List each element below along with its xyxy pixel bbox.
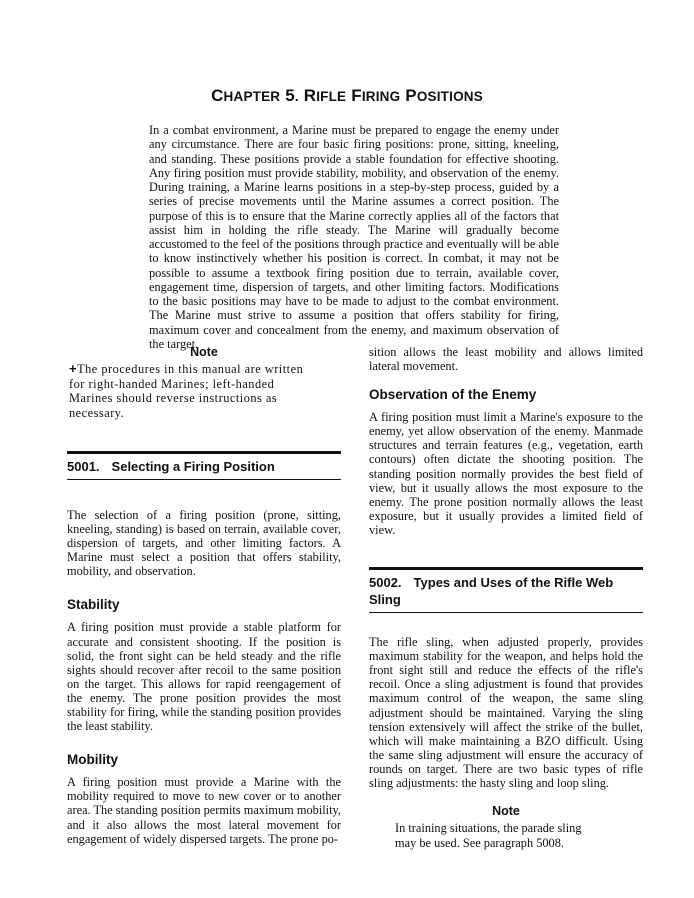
section-5001-heading — [67, 451, 341, 480]
section-5002-body: The rifle sling, when adjusted properly, provides maximum stability for the weapon, and helps hold the front sight still and reduce the effects of the rifle's recoil. Once a sling adjustment is found that provides maximum control of the weapon, the same sling adjustment should be maintained. Varying the sling tension extensively will affect the strike of the bullet, which will make maintaining a BZO difficult. Using the same sling adjustment will ensure the accuracy of rounds on target. There are two basic types of rifle sling adjustments: the hasty sling and loop sling. — [369, 635, 643, 790]
note-label: Note — [492, 804, 520, 819]
chapter-title: CHAPTER 5. RIFLE FIRING POSITIONS — [211, 86, 483, 105]
stability-heading: Stability — [67, 597, 120, 613]
stability-body: A firing position must provide a stable platform for accurate and consistent shooting. If the position is solid, the front sight can be held steady and the rifle sights should recover after recoil to the same position on the target. This allows for rapid reengagement of the enemy. The prone position provides the most stability for firing, while the standing position provides the least stability. — [67, 620, 341, 734]
right-column — [369, 345, 643, 850]
observation-heading: Observation of the Enemy — [369, 387, 537, 403]
section-5001-body: The selection of a firing position (prone, sitting, kneeling, standing) is based on terrain, available cover, dispersion of targets, and other limiting factors. A Marine must select a position that offers stability, mobility, and observation. — [67, 508, 341, 579]
section-number: 5002. — [369, 575, 402, 591]
left-column — [67, 345, 341, 846]
observation-body: A firing position must limit a Marine's exposure to the enemy, yet allow observation of the enemy. Manmade structures and terrain features (e.g., vegetation, earth contours) often dictate the shooting position. The standing position normally provides the best field of view, but it usually allows the most exposure to the enemy. The prone position normally allows the least exposure, but it usually provides a limited field of view. — [369, 410, 643, 537]
chapter-intro: In a combat environment, a Marine must be prepared to engage the enemy under any circumstance. There are four basic firing positions: prone, sitting, kneeling, and standing. These positions provide a stable foundation for effective shooting. Any firing position must provide stability, mobility, and observation of the enemy. During training, a Marine learns positions in a step-by-step process, guided by a series of precise movements until the Marine assumes a correct position. The purpose of this is to ensure that the Marine correctly applies all of the factors that assist him in holding the rifle steady. The Marine will gradually become accustomed to the feel of the positions through practice and eventually will be able to know instinctively whether his position is correct. In combat, it may not be possible to assume a textbook firing position due to terrain, available cover, engagement time, dispersion of targets, and other limiting factors. Modifications to the basic positions may have to be made to adjust to the combat environment. The Marine must strive to assume a position that offers stability for firing, maximum cover and concealment from the enemy, and maximum observation of the target. — [149, 123, 559, 351]
mobility-body: A firing position must provide a Marine with the mobility required to move to new cover or to another area. The standing position permits maximum mobility, and it also allows the most lateral movement for engagement of widely dispersed targets. The prone po- — [67, 775, 341, 846]
note-label: Note — [190, 345, 218, 359]
note-body: The procedures in this manual are written for right-handed Marines; left-handed Marines should reverse instructions as necessary. — [69, 362, 304, 420]
note-box — [67, 345, 341, 420]
mobility-body-continued: sition allows the least mobility and allows limited lateral movement. — [369, 345, 643, 374]
section-title: Selecting a Firing Position — [111, 459, 275, 474]
section-number: 5001. — [67, 459, 100, 474]
note-text — [67, 362, 319, 420]
mobility-heading: Mobility — [67, 752, 118, 768]
plus-icon: + — [69, 361, 78, 376]
note-text: In training situations, the parade sling may be used. See paragraph 5008. — [395, 821, 582, 850]
section-5002-heading — [369, 567, 643, 613]
section-title: Types and Uses of the Rifle Web Sling — [369, 575, 614, 608]
